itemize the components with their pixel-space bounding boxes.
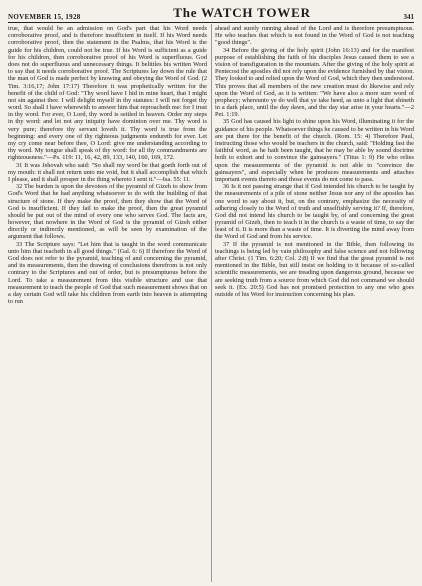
paragraph: 35 God has caused his light to shine upon his Word, illuminating it for the guidance of his people. Whatsoever things he caused to be written in his Word are put there for the benefit of the church. (Rom. 15: 4) Therefore Paul, instructing those who would be teachers in the church, said: "Holding fast the faithful word, as he hath been taught, that he may be able by sound doctrine both to exhort and to convince the gainsayers." (Titus 1: 9) He who relies upon the measurements of the pyramid is not able to "convince the gainsayers", and especially when he produces measurements and attaches important events thereto and those events do not come to pass. — [215, 118, 414, 183]
page-number: 341 — [403, 13, 414, 21]
paragraph: 31 It was Jehovah who said: "So shall my word be that goeth forth out of my mouth: it shall not return unto me void, but it shall accomplish that which I please, and it shall prosper in the thing whereto I sent it."—Isa. 55: 11. — [8, 161, 207, 183]
paragraph: 37 If the pyramid is not mentioned in the Bible, then following its teachings is being led by vain philosophy and false science and not following after Christ. (1 Tim. 6:20; Col. 2:8) If we find that the great pyramid is not mentioned in the Bible, but still insist on holding to it because of so-called scientific measurements, we are treading upon dangerous ground, because we are seeking truth from a source from which God did not command we should seek it. (Ex. 20:5) God has not promised protection to any one who goes outside of his Word for instruction concerning his plan. — [215, 240, 414, 298]
paragraph: true, that would be an admission on God's part that his Word needs corroborative proof, and is therefore insufficient in itself. If his Word needs corroborative proof, then the statement in the Psalms, that his Word is the guide for his children, could not be true. If his Word is sufficient as a guide for his children, then corroborative proof of his Word is superfluous. God does not do superfluous and unnecessary things. It belittles his written Word to say that it needs corroborative proof. The Scriptures lay down the rule that the man of God is made perfect by knowing and obeying the Word of God. (2 Tim. 3:16,17; John 17:17) Therefore it was prophetically written for the benefit of the child of God: "Thy word have I hid in mine heart, that I might not sin against thee. I will delight myself in thy statutes: I will not forget thy word. So shall I have wherewith to answer him that reproacheth me: for I trust in thy word. For ever, O Lord, thy word is settled in heaven. Order my steps in thy word: and let not any iniquity have dominion over me. Thy word is very pure; therefore thy servant loveth it. Thy word is true from the beginning: and every one of thy righteous judgments endureth for ever. Let my cry come near before thee, O Lord: give me understanding according to thy word. My tongue shall speak of thy word: for all thy commandments are righteousness."—Ps. 119: 11, 16, 42, 89, 133, 140, 160, 169, 172. — [8, 25, 207, 162]
left-column — [8, 25, 207, 585]
paragraph: 34 Before the giving of the holy spirit (John 16:13) and for the manifest purpose of establishing the faith of his disciples Jesus caused them to see a vision of transfiguration in the mountain. After the giving of the holy spirit at Pentecost the apostles did not rely upon the evidence furnished by that vision. They looked to and relied upon the Word of God, which they then understood. This proves that all members of the new creation must do likewise and rely upon the Word of God, as it is written: "We have also a more sure word of prophecy; whereunto ye do well that ye take heed, as unto a light that shineth in a dark place, until the day dawn, and the day star arise in your hearts."—2 Pet. 1:19. — [215, 46, 414, 119]
magazine-title: The WATCH TOWER — [173, 5, 311, 20]
paragraph: ahead and surely running ahead of the Lord and is therefore presumptuous. He who teaches that which is not found in the Word of God is not teaching "good things". — [215, 25, 414, 47]
column-divider — [211, 24, 212, 582]
paragraph: 33 The Scripture says: "Let him that is taught in the word communicate unto him that teacheth in all good things." (Gal. 6: 6) If therefore the Word of God does not refer to the pyramid, teaching of and concerning the pyramid, and its measurements, then the drawing of conclusions therefrom is not only contrary to the Scriptures and out of order, but is presumptuous before the Lord. To take a measurement from this visible structure and use that measurement to teach the people of God that such measurement shows that on a day certain God will take his children from earth into heaven is attempting to run — [8, 240, 207, 306]
issue-date: NOVEMBER 15, 1928 — [8, 13, 81, 21]
paragraph: 32 The burden is upon the devotees of the pyramid of Gizeh to show from God's Word that he had anything whatsoever to do with the building of that structure of stone. If they make the proof, then they show that the Word of God is insufficient. If they fail to make the proof, then the great pyramid should be put out of the mind of every one who serves God. The facts are, however, that nowhere in the Word of God is the pyramid of Gizeh either directly or indirectly mentioned, as will be seen by examination of the argument that follows. — [8, 183, 207, 241]
page-header — [8, 4, 414, 23]
right-column — [215, 25, 414, 585]
paragraph: 36 Is it not passing strange that if God intended his church to be taught by the measurements of a pile of stone neither Jesus nor any of the apostles has one word to say about it, but, on the contrary, emphasize the necessity of adhering closely to the Word of truth and unselfishly serving it? If, therefore, God did not intend his church to be taught by, of and concerning the great pyramid of Gizeh, then to teach it in the church is a waste of time, to say the least of it. It is more than a waste of time. It is diverting the mind away from the Word of God and from his service. — [215, 183, 414, 241]
